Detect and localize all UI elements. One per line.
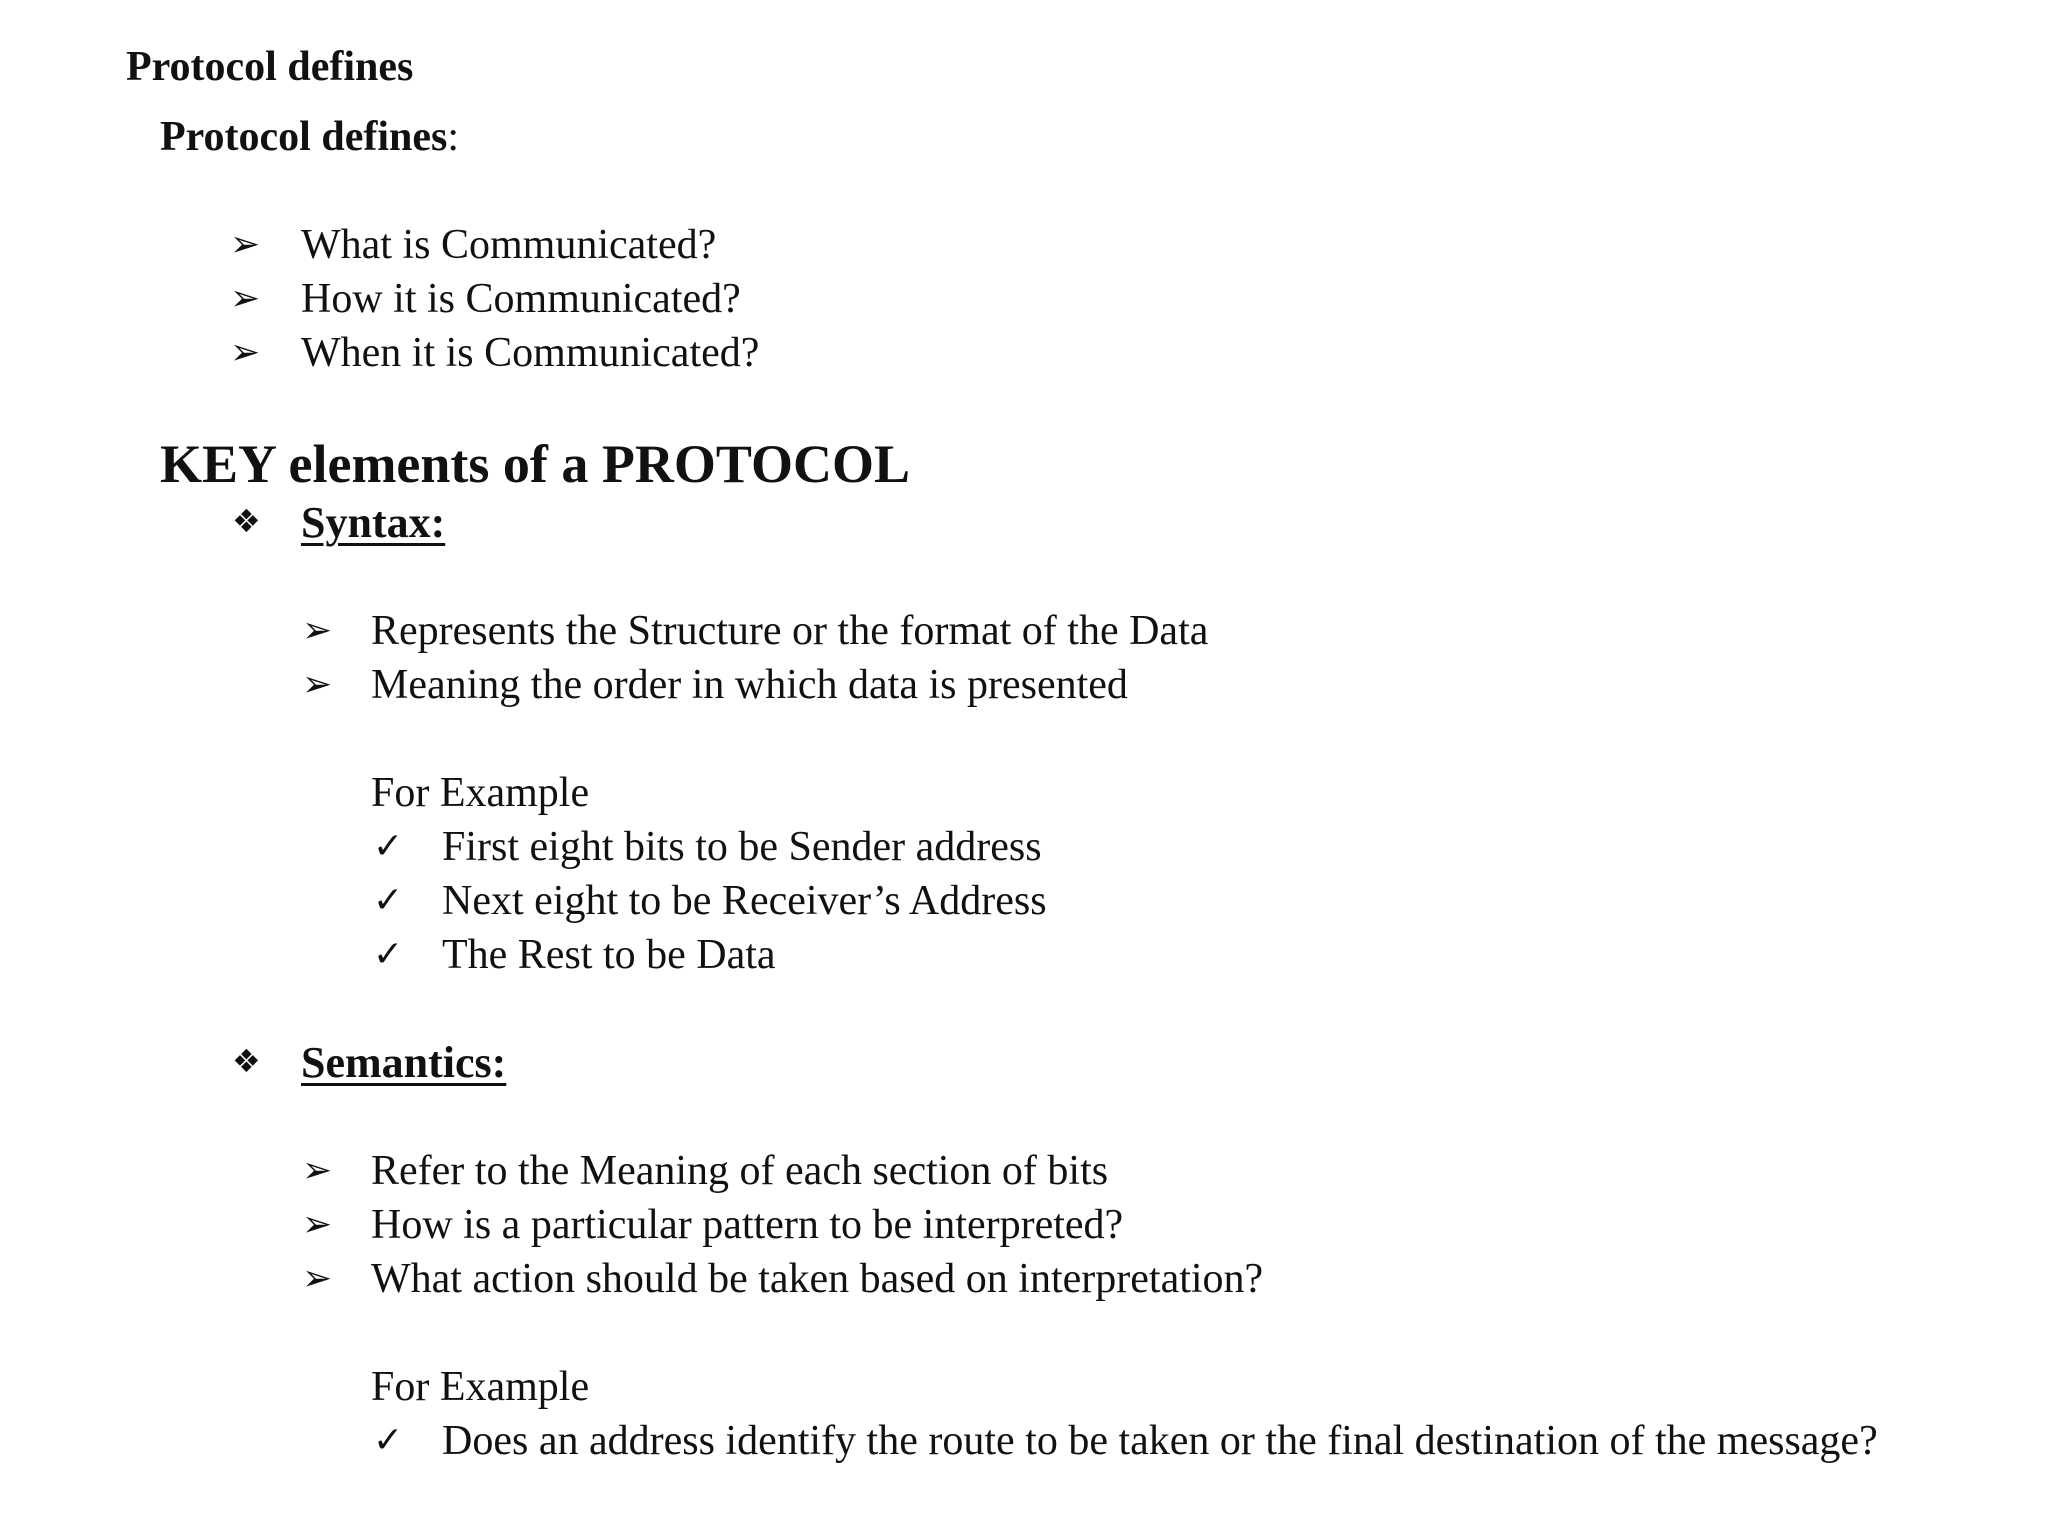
diamond-bullet-icon: ❖ (232, 1042, 261, 1080)
arrow-bullet-icon: ➢ (230, 224, 261, 265)
arrow-bullet-icon: ➢ (230, 332, 261, 373)
semantics-points (302, 1144, 1263, 1306)
intro-list (230, 218, 759, 380)
list-item: ✓ The Rest to be Data (373, 928, 1047, 982)
syntax-points (302, 604, 1208, 712)
list-item: ✓ First eight bits to be Sender address (373, 820, 1047, 874)
semantics-examples (373, 1414, 1923, 1468)
list-item: ➢ What action should be taken based on interpretation? (302, 1252, 1263, 1306)
list-item: ✓ Does an address identify the route to be taken or the final destination of the message? (373, 1414, 1923, 1468)
arrow-bullet-icon: ➢ (302, 664, 333, 705)
list-item: ➢ How it is Communicated? (230, 272, 759, 326)
arrow-bullet-icon: ➢ (230, 278, 261, 319)
check-icon: ✓ (373, 880, 404, 921)
syntax-example-label: For Example (371, 770, 590, 816)
list-item: ➢ What is Communicated? (230, 218, 759, 272)
semantics-example-label: For Example (371, 1364, 590, 1410)
arrow-bullet-icon: ➢ (302, 1150, 333, 1191)
arrow-bullet-icon: ➢ (302, 1258, 333, 1299)
syntax-title: Syntax: (301, 498, 446, 547)
list-item: ➢ Meaning the order in which data is presented (302, 658, 1208, 712)
check-icon: ✓ (373, 934, 404, 975)
list-item: ➢ How is a particular pattern to be interpreted? (302, 1198, 1263, 1252)
arrow-bullet-icon: ➢ (302, 1204, 333, 1245)
semantics-title: Semantics: (301, 1038, 507, 1087)
syntax-examples (373, 820, 1047, 982)
list-item: ➢ When it is Communicated? (230, 326, 759, 380)
check-icon: ✓ (373, 826, 404, 867)
check-icon: ✓ (373, 1420, 404, 1461)
list-item: ➢ Refer to the Meaning of each section of bits (302, 1144, 1263, 1198)
cut-off-heading: Protocol defines (126, 44, 414, 90)
intro-label: Protocol defines (160, 114, 448, 160)
section-heading: KEY elements of a PROTOCOL (160, 434, 910, 494)
intro-line (160, 110, 459, 164)
list-item: ➢ Represents the Structure or the format of the Data (302, 604, 1208, 658)
intro-colon: : (447, 114, 460, 160)
diamond-bullet-icon: ❖ (232, 502, 261, 540)
list-item: ✓ Next eight to be Receiver’s Address (373, 874, 1047, 928)
arrow-bullet-icon: ➢ (302, 610, 333, 651)
